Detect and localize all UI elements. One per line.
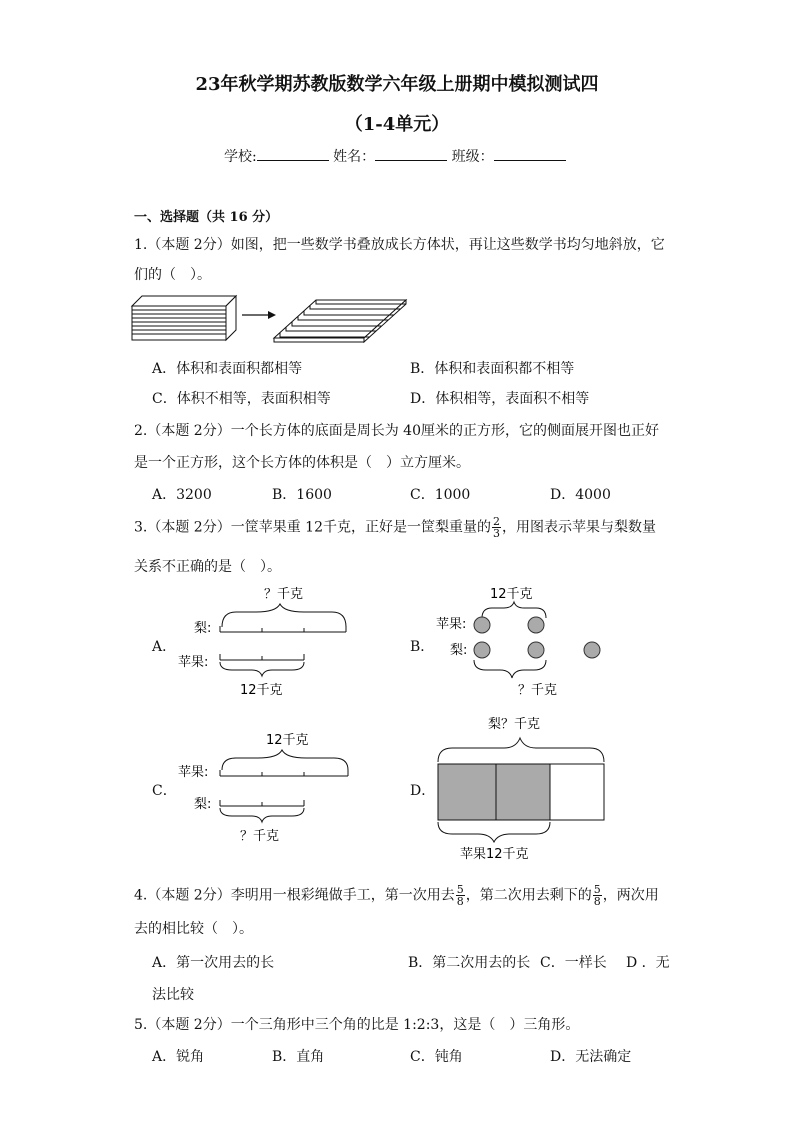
q4-option-c[interactable]: C．一样长 — [540, 955, 607, 971]
q1-option-a[interactable]: A．体积和表面积都相等 — [152, 361, 303, 377]
q3-option-d-diagram — [434, 712, 614, 862]
q3-fraction — [492, 516, 501, 539]
q2-option-a[interactable]: A．3200 — [152, 487, 212, 503]
q5-option-d[interactable]: D．无法确定 — [550, 1049, 632, 1065]
stacked-book-lines — [132, 310, 226, 334]
q2-text-line1: 2.（本题 2分）一个长方体的底面是周长为 40厘米的正方形，它的侧面展开图也正好 — [134, 423, 659, 439]
school-field[interactable] — [257, 148, 329, 161]
q3a-pear-label: 梨: — [194, 621, 212, 636]
page-subtitle: （1-4单元） — [344, 114, 450, 135]
q4-text-line1 — [134, 884, 659, 907]
q3-text-line1 — [134, 516, 656, 539]
q3d-shaded-part — [496, 764, 550, 820]
q3b-bottom-brace — [474, 660, 546, 678]
q1-books-figure — [130, 292, 420, 350]
q3d-bottom-text: 苹果12千克 — [460, 847, 529, 862]
q3a-top-text: ？千克 — [264, 587, 304, 602]
q4-option-d-continued: 法比较 — [152, 987, 194, 1003]
q4-option-b[interactable]: B．第二次用去的长 — [408, 955, 531, 971]
q3-option-d-label[interactable]: D． — [410, 783, 436, 799]
q3-frac-num: 2 — [492, 515, 500, 528]
q5-text-line1: 5.（本题 2分）一个三角形中三个角的比是 1:2:3，这是（ ）三角形。 — [134, 1017, 580, 1033]
q4-frac2-num: 5 — [593, 883, 601, 896]
q3c-bottom-text: ？千克 — [240, 829, 280, 844]
q1-text-line2: 们的（ ）。 — [134, 267, 211, 283]
school-label: 学校: — [224, 149, 257, 165]
q5-option-a[interactable]: A．锐角 — [152, 1049, 205, 1065]
q3a-bottom-text: 12千克 — [240, 683, 283, 698]
q4-text-post: ，两次用 — [602, 887, 659, 904]
q4-frac2-den: 8 — [593, 895, 601, 908]
class-field[interactable] — [494, 148, 566, 161]
q5-option-c[interactable]: C．钝角 — [410, 1049, 463, 1065]
q3d-top-brace — [438, 738, 604, 762]
q4-option-a[interactable]: A．第一次用去的长 — [152, 955, 275, 971]
arrow-right-icon — [242, 311, 276, 319]
q3-frac-den: 3 — [492, 527, 500, 540]
q4-frac1-den: 8 — [456, 895, 464, 908]
q4-frac1-num: 5 — [456, 883, 464, 896]
q3a-top-brace — [222, 604, 346, 627]
q1-option-c[interactable]: C．体积不相等，表面积相等 — [152, 391, 331, 407]
section-heading: 一、选择题（共 16 分） — [134, 210, 279, 225]
q1-option-b[interactable]: B．体积和表面积都不相等 — [410, 361, 575, 377]
q3-option-b-label[interactable]: B． — [410, 639, 435, 655]
q2-option-b[interactable]: B．1600 — [272, 487, 332, 503]
q3b-pear-circle — [474, 642, 490, 658]
q3-option-c-diagram — [176, 728, 356, 848]
q3-text-line2: 关系不正确的是（ ）。 — [134, 559, 281, 575]
page-title: 23年秋学期苏教版数学六年级上册期中模拟测试四 — [195, 74, 599, 95]
q3b-apple-circle — [474, 617, 490, 633]
q3-option-c-label[interactable]: C． — [152, 783, 177, 799]
q5-option-b[interactable]: B．直角 — [272, 1049, 325, 1065]
q4-option-d[interactable]: D ．无 — [626, 955, 670, 971]
q4-text-line2: 去的相比较（ ）。 — [134, 921, 253, 937]
q3a-bottom-brace — [220, 662, 304, 676]
slanted-books — [274, 300, 406, 342]
q3b-pear-circle — [528, 642, 544, 658]
q3b-top-brace — [482, 602, 546, 618]
q3b-bottom-text: ？千克 — [518, 683, 558, 698]
q1-text-line1: 1.（本题 2分）如图，把一些数学书叠放成长方体状，再让这些数学书均匀地斜放，它 — [134, 237, 665, 253]
q3c-bottom-brace — [220, 808, 304, 822]
q3d-bottom-brace — [438, 822, 550, 842]
name-field[interactable] — [375, 148, 447, 161]
q3d-blank-part — [550, 764, 604, 820]
q3b-pear-circle — [584, 642, 600, 658]
name-label: 姓名： — [333, 149, 376, 165]
q3-option-a-diagram — [176, 582, 356, 702]
q1-option-d[interactable]: D．体积相等，表面积不相等 — [410, 391, 590, 407]
q3d-top-text: 梨？千克 — [488, 717, 541, 732]
q4-text-mid: ，第二次用去剩下的 — [465, 887, 592, 904]
q4-text-pre: 4.（本题 2分）李明用一根彩绳做手工，第一次用去 — [134, 887, 455, 904]
q3b-pear-label: 梨: — [450, 643, 468, 658]
q3d-shaded-part — [438, 764, 496, 820]
class-label: 班级： — [451, 149, 494, 165]
q4-fraction-1 — [456, 884, 465, 907]
q3b-top-text: 12千克 — [490, 587, 533, 602]
q4-fraction-2 — [593, 884, 602, 907]
q3-option-a-label[interactable]: A． — [152, 639, 177, 655]
q3c-apple-label: 苹果: — [178, 765, 209, 780]
q3b-apple-circle — [528, 617, 544, 633]
student-info-line — [224, 146, 566, 166]
q2-text-line2: 是一个正方形，这个长方体的体积是（ ）立方厘米。 — [134, 455, 470, 471]
q3-text-pre: 3.（本题 2分）一筐苹果重 12千克，正好是一筐梨重量的 — [134, 519, 491, 536]
q2-option-c[interactable]: C．1000 — [410, 487, 471, 503]
q3c-top-text: 12千克 — [266, 733, 309, 748]
q3c-pear-label: 梨: — [194, 797, 212, 812]
q3-option-b-diagram — [434, 582, 614, 702]
q3c-top-brace — [222, 750, 348, 770]
q2-option-d[interactable]: D．4000 — [550, 487, 611, 503]
q3a-apple-label: 苹果: — [178, 655, 209, 670]
q3-text-post: ，用图表示苹果与梨数量 — [501, 519, 656, 536]
q3b-apple-label: 苹果: — [436, 617, 467, 632]
